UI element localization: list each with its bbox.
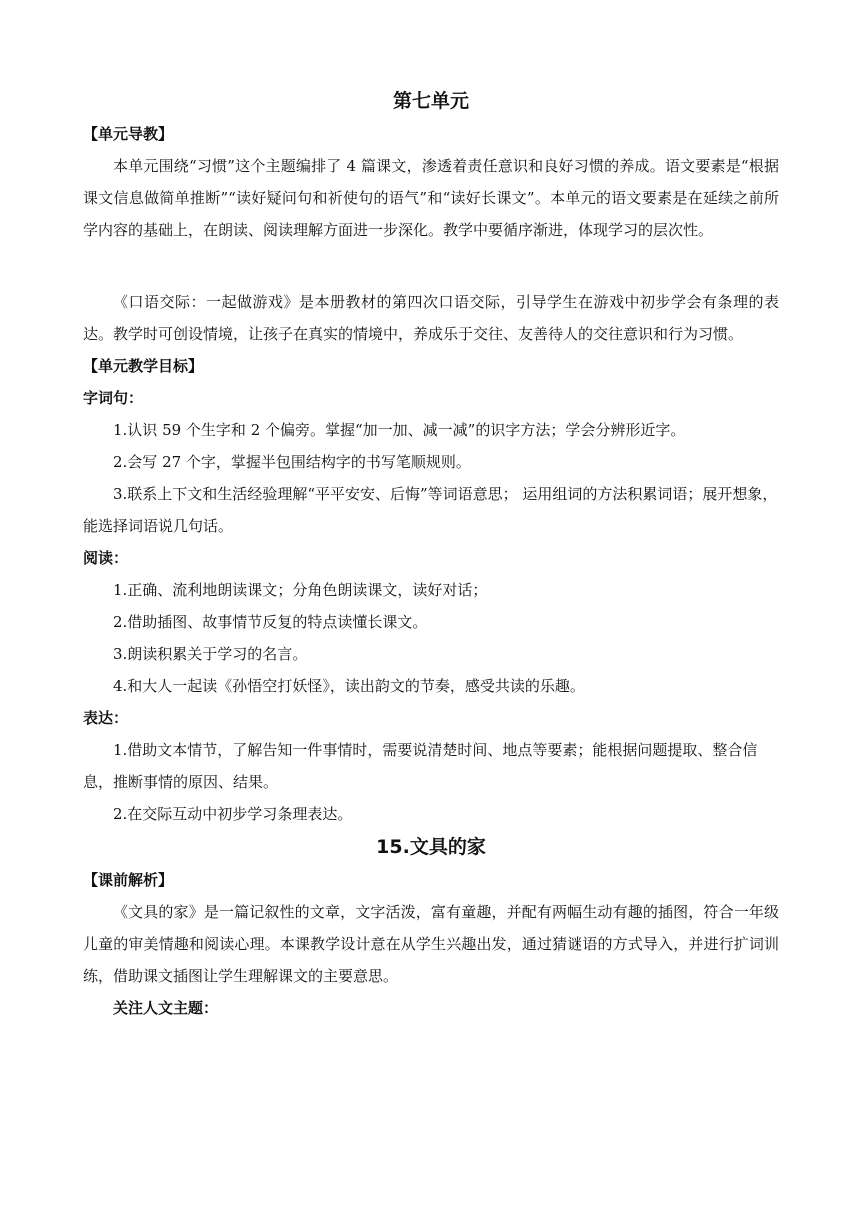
document-page [83, 84, 779, 1024]
lesson-title: 15.文具的家 [376, 836, 486, 858]
lesson-analysis-paragraph: 《文具的家》是一篇记叙性的文章，文字活泼，富有童趣，并配有两幅生动有趣的插图，符合一年级儿童的审美情趣和阅读心理。本课教学设计意在从学生兴趣出发，通过猜谜语的方式导入，并进行扩词训练，借助课文插图让学生理解课文的主要意思。 [83, 903, 779, 985]
lesson-analysis-heading: 【课前解析】 [83, 871, 174, 889]
reading-item-3: 3.朗读积累关于学习的名言。 [113, 645, 308, 663]
words-item-1: 1.认识 59 个生字和 2 个偏旁。掌握“加一加、减一减”的识字方法；学会分辨形近字。 [113, 421, 686, 439]
expression-heading: 表达： [83, 709, 129, 727]
unit-title: 第七单元 [392, 90, 469, 112]
unit-guide-paragraph-1: 本单元围绕“习惯”这个主题编排了 4 篇课文，渗透着责任意识和良好习惯的养成。语文要素是“根据课文信息做简单推断”“读好疑问句和祈使句的语气”和“读好长课文”。本单元的语文要素是在延续之前所学内容的基础上，在朗读、阅读理解方面进一步深化。教学中要循序渐进，体现学习的层次性。 [83, 157, 779, 239]
reading-item-1: 1.正确、流利地朗读课文；分角色朗读课文，读好对话； [113, 581, 488, 599]
words-item-2: 2.会写 27 个字，掌握半包围结构字的书写笔顺规则。 [113, 453, 471, 471]
unit-goals-heading: 【单元教学目标】 [83, 357, 204, 375]
blank-gap [83, 246, 779, 286]
reading-item-4: 4.和大人一起读《孙悟空打妖怪》，读出韵文的节奏，感受共读的乐趣。 [113, 677, 585, 695]
words-item-3: 3.联系上下文和生活经验理解“平平安安、后悔”等词语意思； 运用组词的方法积累词语；展开想象，能选择词语说几句话。 [83, 485, 778, 535]
unit-guide-paragraph-2: 《口语交际：一起做游戏》是本册教材的第四次口语交际，引导学生在游戏中初步学会有条理的表达。教学时可创设情境，让孩子在真实的情境中，养成乐于交往、友善待人的交往意识和行为习惯。 [83, 293, 779, 343]
reading-heading: 阅读： [83, 549, 129, 567]
theme-heading: 关注人文主题： [113, 999, 219, 1017]
unit-guide-heading: 【单元导教】 [83, 125, 174, 143]
words-heading: 字词句： [83, 389, 144, 407]
expression-item-1: 1.借助文本情节，了解告知一件事情时，需要说清楚时间、地点等要素；能根据问题提取、整合信息，推断事情的原因、结果。 [83, 741, 758, 791]
expression-item-2: 2.在交际互动中初步学习条理表达。 [113, 805, 353, 823]
reading-item-2: 2.借助插图、故事情节反复的特点读懂长课文。 [113, 613, 428, 631]
